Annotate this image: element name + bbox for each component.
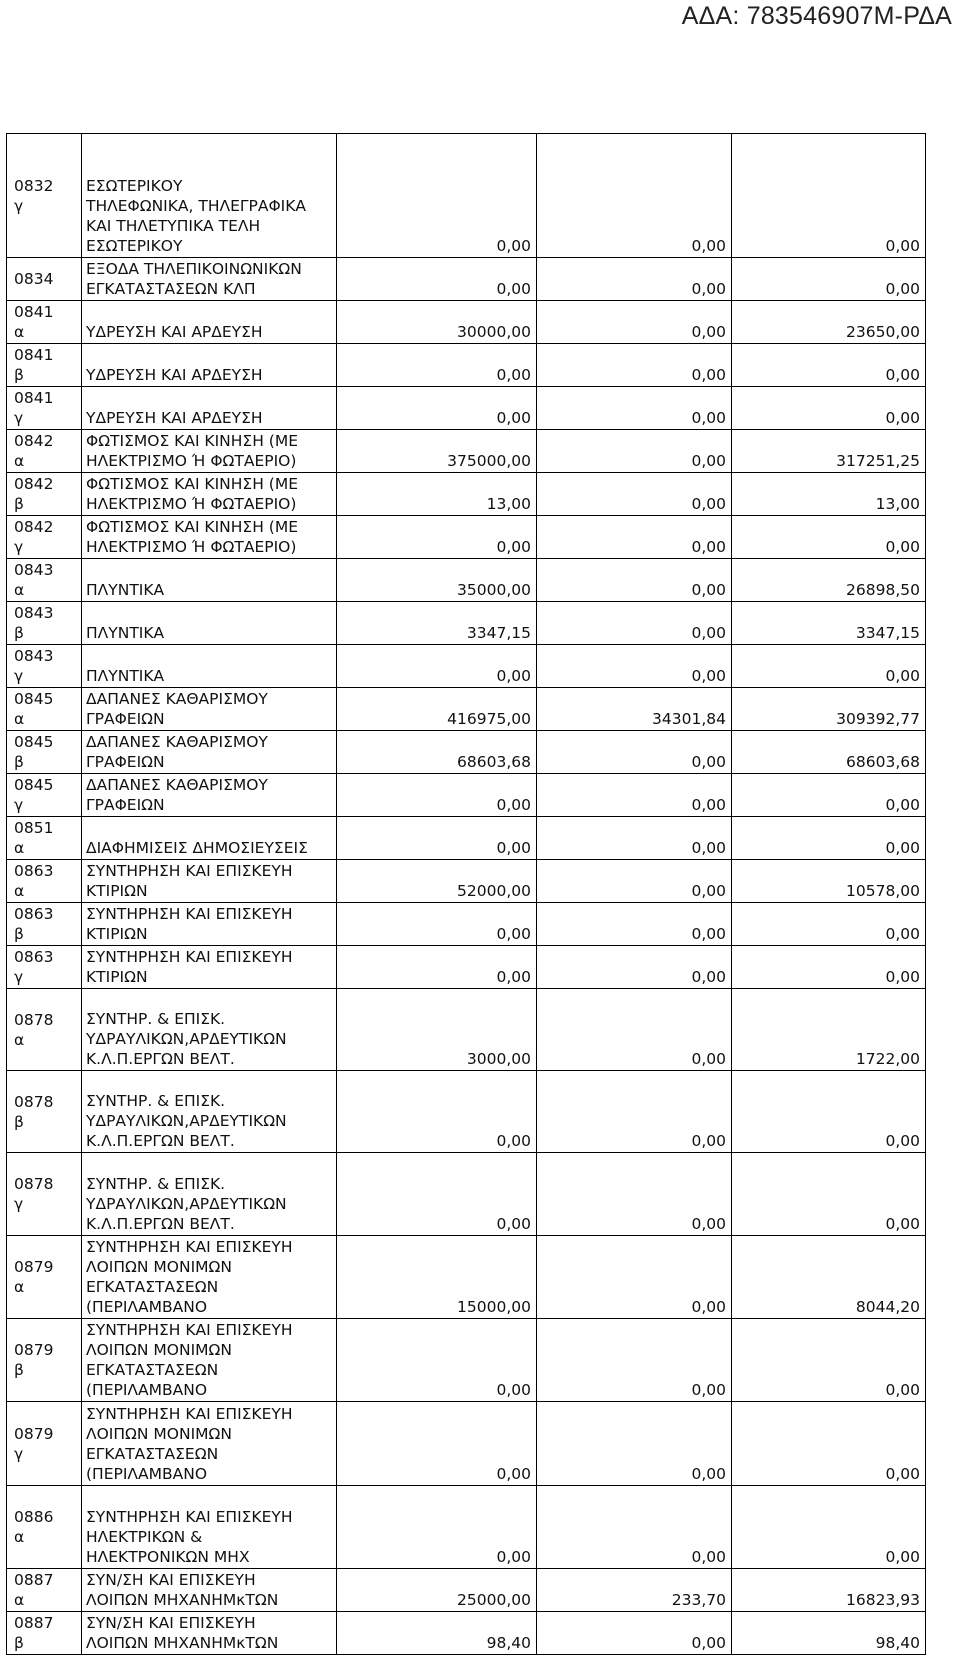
table-row — [7, 645, 926, 688]
description-line: ΠΛΥΝΤΙΚΑ — [86, 624, 165, 642]
description-cell — [82, 1402, 337, 1486]
account-code-cell — [7, 516, 82, 559]
description-cell — [82, 134, 337, 258]
amount-cell-1: 98,40 — [337, 1612, 537, 1655]
table-row — [7, 774, 926, 817]
amount-cell-1: 68603,68 — [337, 731, 537, 774]
description-line: ΚΤΙΡΙΩΝ — [86, 925, 148, 943]
amount-cell-3: 23650,00 — [732, 301, 926, 344]
amount-cell-1: 375000,00 — [337, 430, 537, 473]
amount-cell-1: 0,00 — [337, 134, 537, 258]
description-line: ΥΔΡΕΥΣΗ ΚΑΙ ΑΡΔΕΥΣΗ — [86, 323, 263, 341]
amount-cell-1: 0,00 — [337, 1319, 537, 1402]
amount-cell-3: 317251,25 — [732, 430, 926, 473]
table-row — [7, 134, 926, 258]
description-line: ΣΥΝΤΗΡ. & ΕΠΙΣΚ. — [86, 1010, 226, 1028]
amount-cell-1: 3000,00 — [337, 989, 537, 1071]
table-row — [7, 1486, 926, 1569]
table-row — [7, 473, 926, 516]
account-subcode: α — [14, 1591, 25, 1609]
amount-cell-3: 0,00 — [732, 1486, 926, 1569]
account-code: 0879 — [14, 1258, 54, 1276]
description-line: (ΠΕΡΙΛΑΜΒΑΝΟ — [86, 1298, 208, 1316]
amount-cell-3: 0,00 — [732, 903, 926, 946]
amount-cell-2: 0,00 — [537, 301, 732, 344]
description-cell — [82, 1071, 337, 1153]
amount-cell-2: 0,00 — [537, 430, 732, 473]
account-subcode: α — [14, 1528, 25, 1546]
account-code-cell — [7, 258, 82, 301]
amount-cell-1: 0,00 — [337, 344, 537, 387]
amount-cell-2: 0,00 — [537, 516, 732, 559]
account-code: 0879 — [14, 1424, 54, 1443]
description-cell — [82, 645, 337, 688]
account-code-cell — [7, 946, 82, 989]
description-cell — [82, 903, 337, 946]
amount-cell-1: 0,00 — [337, 946, 537, 989]
description-line: ΣΥΝΤΗΡΗΣΗ ΚΑΙ ΕΠΙΣΚΕΥΗ — [86, 905, 293, 923]
description-cell — [82, 817, 337, 860]
account-code: 0832 — [14, 176, 54, 195]
description-line: ΦΩΤΙΣΜΟΣ ΚΑΙ ΚΙΝΗΣΗ (ΜΕ — [86, 475, 299, 493]
account-subcode: α — [14, 710, 25, 728]
description-line: ΣΥΝΤΗΡΗΣΗ ΚΑΙ ΕΠΙΣΚΕΥΗ — [86, 1238, 293, 1256]
account-code-cell — [7, 1236, 82, 1319]
description-cell — [82, 301, 337, 344]
description-cell — [82, 344, 337, 387]
account-code: 0845 — [14, 690, 54, 708]
amount-cell-1: 52000,00 — [337, 860, 537, 903]
amount-cell-3: 1722,00 — [732, 989, 926, 1071]
amount-cell-1: 0,00 — [337, 903, 537, 946]
table-row — [7, 1319, 926, 1402]
description-cell — [82, 387, 337, 430]
amount-cell-3: 0,00 — [732, 946, 926, 989]
description-cell — [82, 860, 337, 903]
amount-cell-1: 0,00 — [337, 1153, 537, 1236]
amount-cell-3: 10578,00 — [732, 860, 926, 903]
account-code: 0863 — [14, 905, 54, 923]
description-line: ΤΗΛΕΦΩΝΙΚΑ, ΤΗΛΕΓΡΑΦΙΚΑ — [86, 197, 306, 215]
account-code-cell — [7, 1402, 82, 1486]
amount-cell-3: 8044,20 — [732, 1236, 926, 1319]
description-line: ΛΟΙΠΩΝ ΜΟΝΙΜΩΝ — [86, 1425, 232, 1443]
account-code-cell — [7, 1569, 82, 1612]
description-line: (ΠΕΡΙΛΑΜΒΑΝΟ — [86, 1381, 208, 1399]
amount-cell-3: 3347,15 — [732, 602, 926, 645]
table-row — [7, 559, 926, 602]
account-code: 0845 — [14, 733, 54, 751]
description-cell — [82, 946, 337, 989]
description-line: ΗΛΕΚΤΡΙΣΜΟ Ή ΦΩΤΑΕΡΙΟ) — [86, 538, 297, 556]
description-line: ΗΛΕΚΤΡΙΚΩΝ & — [86, 1528, 203, 1546]
description-line: ΕΓΚΑΤΑΣΤΑΣΕΩΝ ΚΛΠ — [86, 280, 256, 298]
account-subcode: β — [14, 753, 24, 771]
amount-cell-2: 0,00 — [537, 1319, 732, 1402]
description-line: ΕΞΟΔΑ ΤΗΛΕΠΙΚΟΙΝΩΝΙΚΩΝ — [86, 260, 302, 278]
account-subcode: β — [14, 1112, 24, 1131]
amount-cell-3: 26898,50 — [732, 559, 926, 602]
table-row — [7, 860, 926, 903]
account-code: 0841 — [14, 303, 54, 321]
account-code: 0887 — [14, 1571, 54, 1589]
description-cell — [82, 516, 337, 559]
table-row — [7, 1071, 926, 1153]
account-subcode: γ — [14, 667, 24, 685]
description-line: ΣΥΝΤΗΡ. & ΕΠΙΣΚ. — [86, 1175, 226, 1193]
account-code-cell — [7, 774, 82, 817]
table-row — [7, 430, 926, 473]
account-code: 0887 — [14, 1614, 54, 1632]
amount-cell-1: 15000,00 — [337, 1236, 537, 1319]
description-line: ΗΛΕΚΤΡΙΣΜΟ Ή ΦΩΤΑΕΡΙΟ) — [86, 452, 297, 470]
amount-cell-2: 0,00 — [537, 1071, 732, 1153]
budget-table-body — [7, 134, 926, 1655]
amount-cell-3: 98,40 — [732, 1612, 926, 1655]
account-code-cell — [7, 1071, 82, 1153]
amount-cell-2: 0,00 — [537, 258, 732, 301]
amount-cell-2: 0,00 — [537, 1153, 732, 1236]
account-code-cell — [7, 301, 82, 344]
account-code-cell — [7, 817, 82, 860]
description-cell — [82, 559, 337, 602]
amount-cell-2: 0,00 — [537, 731, 732, 774]
description-cell — [82, 774, 337, 817]
description-cell — [82, 473, 337, 516]
description-line: ΥΔΡΕΥΣΗ ΚΑΙ ΑΡΔΕΥΣΗ — [86, 366, 263, 384]
description-line: ΛΟΙΠΩΝ ΜΟΝΙΜΩΝ — [86, 1258, 232, 1276]
description-line: ΠΛΥΝΤΙΚΑ — [86, 667, 165, 685]
description-line: (ΠΕΡΙΛΑΜΒΑΝΟ — [86, 1465, 208, 1483]
table-row — [7, 602, 926, 645]
account-code-cell — [7, 1612, 82, 1655]
amount-cell-3: 0,00 — [732, 1071, 926, 1153]
description-cell — [82, 989, 337, 1071]
amount-cell-2: 0,00 — [537, 602, 732, 645]
account-code-cell — [7, 989, 82, 1071]
description-line: ΓΡΑΦΕΙΩΝ — [86, 796, 165, 814]
account-subcode: β — [14, 1634, 24, 1652]
amount-cell-2: 0,00 — [537, 903, 732, 946]
ada-header: ΑΔΑ: 783546907Μ-ΡΔΑ — [681, 2, 952, 30]
account-subcode: γ — [14, 1444, 24, 1463]
account-subcode: γ — [14, 796, 24, 814]
account-code: 0841 — [14, 389, 54, 407]
amount-cell-1: 30000,00 — [337, 301, 537, 344]
description-line: ΥΔΡΑΥΛΙΚΩΝ,ΑΡΔΕΥΤΙΚΩΝ — [86, 1195, 287, 1213]
table-row — [7, 989, 926, 1071]
table-row — [7, 1153, 926, 1236]
account-code-cell — [7, 602, 82, 645]
description-line: ΣΥΝΤΗΡΗΣΗ ΚΑΙ ΕΠΙΣΚΕΥΗ — [86, 862, 293, 880]
amount-cell-2: 0,00 — [537, 860, 732, 903]
amount-cell-3: 0,00 — [732, 1319, 926, 1402]
amount-cell-1: 0,00 — [337, 258, 537, 301]
account-subcode: γ — [14, 538, 24, 556]
description-line: ΛΟΙΠΩΝ ΜΗΧΑΝΗΜκΤΩΝ — [86, 1591, 279, 1609]
description-cell — [82, 430, 337, 473]
amount-cell-2: 0,00 — [537, 344, 732, 387]
account-code: 0834 — [14, 270, 54, 288]
description-line: ΕΣΩΤΕΡΙΚΟΥ — [86, 237, 183, 255]
amount-cell-3: 0,00 — [732, 344, 926, 387]
account-code: 0841 — [14, 346, 54, 364]
table-row — [7, 258, 926, 301]
amount-cell-3: 0,00 — [732, 1153, 926, 1236]
account-code: 0886 — [14, 1508, 54, 1526]
description-cell — [82, 1612, 337, 1655]
account-code-cell — [7, 387, 82, 430]
table-row — [7, 1569, 926, 1612]
amount-cell-2: 0,00 — [537, 387, 732, 430]
account-code: 0842 — [14, 518, 54, 536]
amount-cell-3: 309392,77 — [732, 688, 926, 731]
account-code: 0878 — [14, 1175, 54, 1193]
account-code: 0842 — [14, 432, 54, 450]
amount-cell-2: 0,00 — [537, 559, 732, 602]
amount-cell-1: 0,00 — [337, 1071, 537, 1153]
description-line: ΣΥΝΤΗΡ. & ΕΠΙΣΚ. — [86, 1092, 226, 1110]
table-row — [7, 817, 926, 860]
description-line: ΣΥΝΤΗΡΗΣΗ ΚΑΙ ΕΠΙΣΚΕΥΗ — [86, 948, 293, 966]
description-line: ΕΓΚΑΤΑΣΤΑΣΕΩΝ — [86, 1278, 219, 1296]
amount-cell-1: 0,00 — [337, 645, 537, 688]
description-line: ΣΥΝΤΗΡΗΣΗ ΚΑΙ ΕΠΙΣΚΕΥΗ — [86, 1508, 293, 1526]
account-subcode: β — [14, 495, 24, 513]
description-cell — [82, 688, 337, 731]
account-subcode: β — [14, 925, 24, 943]
description-line: ΓΡΑΦΕΙΩΝ — [86, 710, 165, 728]
account-code: 0843 — [14, 561, 54, 579]
amount-cell-1: 0,00 — [337, 774, 537, 817]
account-code: 0879 — [14, 1341, 54, 1359]
account-code-cell — [7, 344, 82, 387]
account-code-cell — [7, 134, 82, 258]
account-code-cell — [7, 559, 82, 602]
description-line: Κ.Λ.Π.ΕΡΓΩΝ ΒΕΛΤ. — [86, 1050, 235, 1068]
amount-cell-1: 416975,00 — [337, 688, 537, 731]
table-row — [7, 344, 926, 387]
description-line: ΔΑΠΑΝΕΣ ΚΑΘΑΡΙΣΜΟΥ — [86, 733, 268, 751]
description-line: ΚΑΙ ΤΗΛΕΤΥΠΙΚΑ ΤΕΛΗ — [86, 217, 261, 235]
account-code-cell — [7, 1319, 82, 1402]
account-code-cell — [7, 430, 82, 473]
amount-cell-3: 16823,93 — [732, 1569, 926, 1612]
amount-cell-3: 0,00 — [732, 645, 926, 688]
account-code-cell — [7, 645, 82, 688]
account-subcode: α — [14, 882, 25, 900]
table-row — [7, 688, 926, 731]
account-code: 0843 — [14, 647, 54, 665]
amount-cell-3: 0,00 — [732, 387, 926, 430]
amount-cell-2: 0,00 — [537, 1236, 732, 1319]
account-code: 0845 — [14, 776, 54, 794]
description-cell — [82, 602, 337, 645]
amount-cell-2: 0,00 — [537, 473, 732, 516]
amount-cell-1: 35000,00 — [337, 559, 537, 602]
account-subcode: γ — [14, 409, 24, 427]
amount-cell-2: 0,00 — [537, 1402, 732, 1486]
account-code-cell — [7, 860, 82, 903]
table-row — [7, 516, 926, 559]
table-row — [7, 301, 926, 344]
amount-cell-3: 0,00 — [732, 258, 926, 301]
table-row — [7, 387, 926, 430]
description-cell — [82, 1153, 337, 1236]
account-subcode: γ — [14, 968, 24, 986]
description-line: ΣΥΝ/ΣΗ ΚΑΙ ΕΠΙΣΚΕΥΗ — [86, 1614, 256, 1632]
description-cell — [82, 1319, 337, 1402]
description-cell — [82, 1486, 337, 1569]
account-subcode: α — [14, 452, 25, 470]
table-row — [7, 903, 926, 946]
amount-cell-2: 0,00 — [537, 645, 732, 688]
description-line: ΚΤΙΡΙΩΝ — [86, 968, 148, 986]
description-line: ΛΟΙΠΩΝ ΜΟΝΙΜΩΝ — [86, 1341, 232, 1359]
account-code: 0843 — [14, 604, 54, 622]
description-line: ΣΥΝ/ΣΗ ΚΑΙ ΕΠΙΣΚΕΥΗ — [86, 1571, 256, 1589]
description-line: ΥΔΡΑΥΛΙΚΩΝ,ΑΡΔΕΥΤΙΚΩΝ — [86, 1112, 287, 1130]
amount-cell-3: 0,00 — [732, 774, 926, 817]
description-line: ΠΛΥΝΤΙΚΑ — [86, 581, 165, 599]
description-line: ΔΑΠΑΝΕΣ ΚΑΘΑΡΙΣΜΟΥ — [86, 776, 268, 794]
account-code: 0878 — [14, 1010, 54, 1029]
account-code: 0851 — [14, 819, 54, 837]
account-subcode: γ — [14, 196, 24, 215]
description-line: ΔΙΑΦΗΜΙΣΕΙΣ ΔΗΜΟΣΙΕΥΣΕΙΣ — [86, 839, 308, 857]
account-code-cell — [7, 473, 82, 516]
table-row — [7, 1402, 926, 1486]
description-line: ΦΩΤΙΣΜΟΣ ΚΑΙ ΚΙΝΗΣΗ (ΜΕ — [86, 518, 299, 536]
description-cell — [82, 731, 337, 774]
account-subcode: β — [14, 1361, 24, 1379]
amount-cell-2: 0,00 — [537, 134, 732, 258]
amount-cell-3: 0,00 — [732, 134, 926, 258]
description-line: ΛΟΙΠΩΝ ΜΗΧΑΝΗΜκΤΩΝ — [86, 1634, 279, 1652]
account-subcode: α — [14, 581, 25, 599]
amount-cell-1: 13,00 — [337, 473, 537, 516]
account-code: 0863 — [14, 862, 54, 880]
amount-cell-2: 0,00 — [537, 1612, 732, 1655]
account-code-cell — [7, 903, 82, 946]
description-line: Κ.Λ.Π.ΕΡΓΩΝ ΒΕΛΤ. — [86, 1132, 235, 1150]
amount-cell-1: 3347,15 — [337, 602, 537, 645]
description-line: ΚΤΙΡΙΩΝ — [86, 882, 148, 900]
amount-cell-2: 34301,84 — [537, 688, 732, 731]
amount-cell-2: 0,00 — [537, 989, 732, 1071]
amount-cell-3: 0,00 — [732, 1402, 926, 1486]
amount-cell-2: 0,00 — [537, 946, 732, 989]
description-line: ΣΥΝΤΗΡΗΣΗ ΚΑΙ ΕΠΙΣΚΕΥΗ — [86, 1405, 293, 1423]
amount-cell-3: 68603,68 — [732, 731, 926, 774]
table-row — [7, 1612, 926, 1655]
amount-cell-2: 0,00 — [537, 817, 732, 860]
account-subcode: γ — [14, 1195, 24, 1213]
amount-cell-2: 233,70 — [537, 1569, 732, 1612]
table-row — [7, 946, 926, 989]
description-line: Κ.Λ.Π.ΕΡΓΩΝ ΒΕΛΤ. — [86, 1215, 235, 1233]
account-subcode: β — [14, 624, 24, 642]
account-subcode: α — [14, 839, 25, 857]
description-line: ΥΔΡΕΥΣΗ ΚΑΙ ΑΡΔΕΥΣΗ — [86, 409, 263, 427]
amount-cell-1: 25000,00 — [337, 1569, 537, 1612]
account-code: 0878 — [14, 1092, 54, 1111]
account-code-cell — [7, 688, 82, 731]
amount-cell-2: 0,00 — [537, 1486, 732, 1569]
account-subcode: β — [14, 366, 24, 384]
account-code: 0842 — [14, 475, 54, 493]
account-subcode: α — [14, 1030, 25, 1049]
amount-cell-3: 0,00 — [732, 817, 926, 860]
budget-table — [6, 133, 926, 1655]
description-cell — [82, 258, 337, 301]
description-line: ΕΓΚΑΤΑΣΤΑΣΕΩΝ — [86, 1445, 219, 1463]
description-cell — [82, 1569, 337, 1612]
amount-cell-1: 0,00 — [337, 1402, 537, 1486]
account-code: 0863 — [14, 948, 54, 966]
amount-cell-1: 0,00 — [337, 817, 537, 860]
amount-cell-2: 0,00 — [537, 774, 732, 817]
account-code-cell — [7, 1153, 82, 1236]
account-subcode: α — [14, 1278, 25, 1296]
description-line: ΗΛΕΚΤΡΟΝΙΚΩΝ ΜΗΧ — [86, 1548, 250, 1566]
table-row — [7, 1236, 926, 1319]
description-line: ΥΔΡΑΥΛΙΚΩΝ,ΑΡΔΕΥΤΙΚΩΝ — [86, 1030, 287, 1048]
description-line: ΦΩΤΙΣΜΟΣ ΚΑΙ ΚΙΝΗΣΗ (ΜΕ — [86, 432, 299, 450]
amount-cell-1: 0,00 — [337, 1486, 537, 1569]
description-line: ΕΓΚΑΤΑΣΤΑΣΕΩΝ — [86, 1361, 219, 1379]
amount-cell-1: 0,00 — [337, 516, 537, 559]
account-code-cell — [7, 1486, 82, 1569]
description-line: ΗΛΕΚΤΡΙΣΜΟ Ή ΦΩΤΑΕΡΙΟ) — [86, 495, 297, 513]
amount-cell-1: 0,00 — [337, 387, 537, 430]
account-code-cell — [7, 731, 82, 774]
description-line: ΔΑΠΑΝΕΣ ΚΑΘΑΡΙΣΜΟΥ — [86, 690, 268, 708]
description-line: ΕΣΩΤΕΡΙΚΟΥ — [86, 177, 183, 195]
description-cell — [82, 1236, 337, 1319]
account-subcode: α — [14, 323, 25, 341]
description-line: ΣΥΝΤΗΡΗΣΗ ΚΑΙ ΕΠΙΣΚΕΥΗ — [86, 1321, 293, 1339]
description-line: ΓΡΑΦΕΙΩΝ — [86, 753, 165, 771]
amount-cell-3: 0,00 — [732, 516, 926, 559]
amount-cell-3: 13,00 — [732, 473, 926, 516]
table-row — [7, 731, 926, 774]
